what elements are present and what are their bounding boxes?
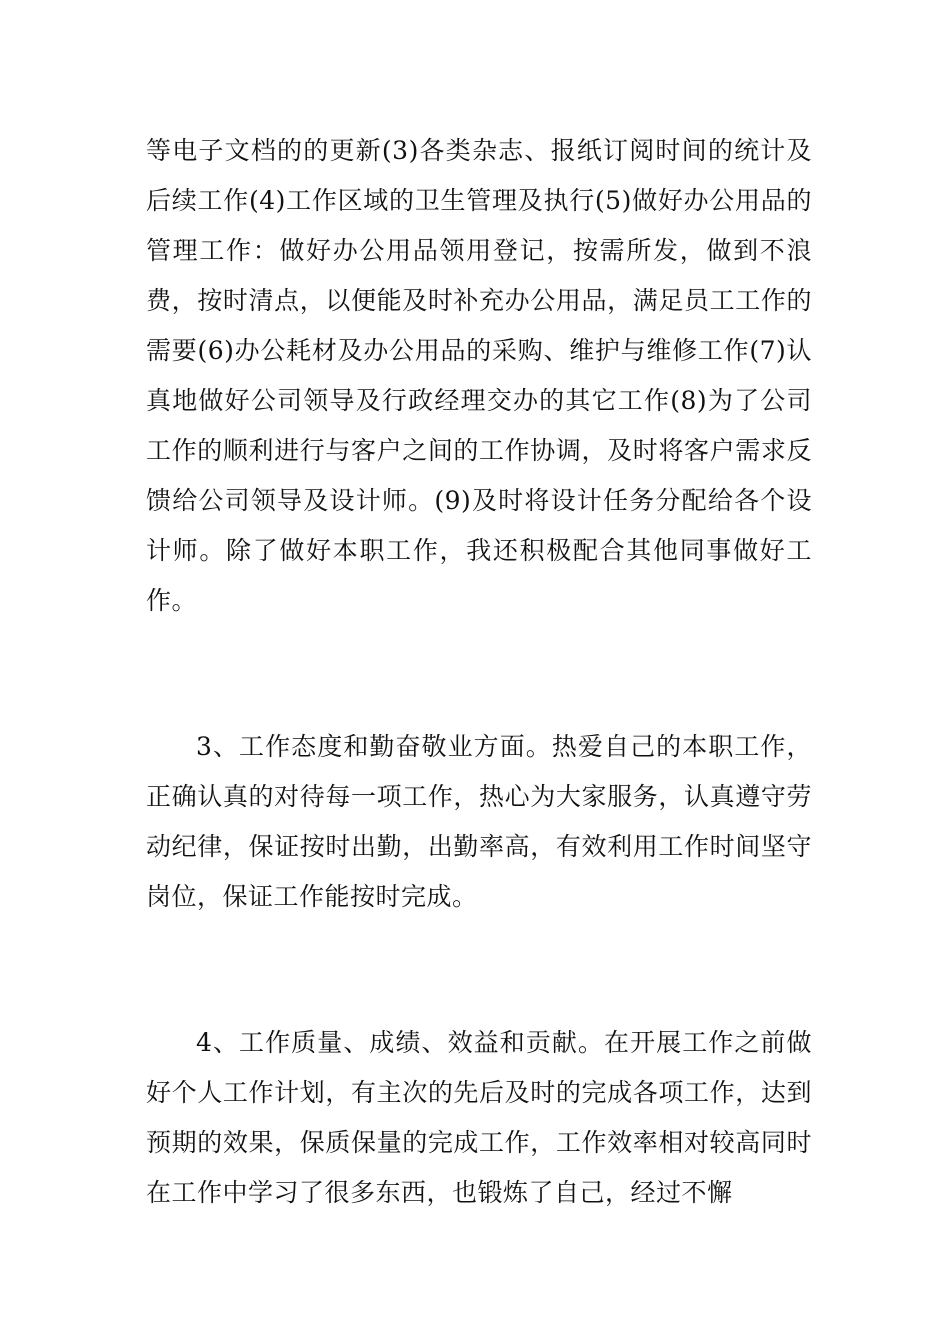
paragraph-continued-duties: 等电子文档的的更新(3)各类杂志、报纸订阅时间的统计及后续工作(4)工作区域的卫生管理及执行(5)做好办公用品的管理工作：做好办公用品领用登记，按需所发，做到不浪费，按时清点，以便能及时补充办公用品，满足员工工作的需要(6)办公耗材及办公用品的采购、维护与维修工作(7)认真地做好公司领导及行政经理交办的其它工作(8)为了公司工作的顺利进行与客户之间的工作协调，及时将客户需求反馈给公司领导及设计师。(9)及时将设计任务分配给各个设计师。除了做好本职工作，我还积极配合其他同事做好工作。 xyxy=(146,136,812,615)
paragraph-work-attitude: 3、工作态度和勤奋敬业方面。热爱自己的本职工作，正确认真的对待每一项工作，热心为大家服务，认真遵守劳动纪律，保证按时出勤，出勤率高，有效利用工作时间坚守岗位，保证工作能按时完成。 xyxy=(146,732,812,911)
paragraph-work-quality: 4、工作质量、成绩、效益和贡献。在开展工作之前做好个人工作计划，有主次的先后及时的完成各项工作，达到预期的效果，保质保量的完成工作，工作效率相对较高同时在工作中学习了很多东西，也锻炼了自己，经过不懈 xyxy=(146,1028,812,1207)
